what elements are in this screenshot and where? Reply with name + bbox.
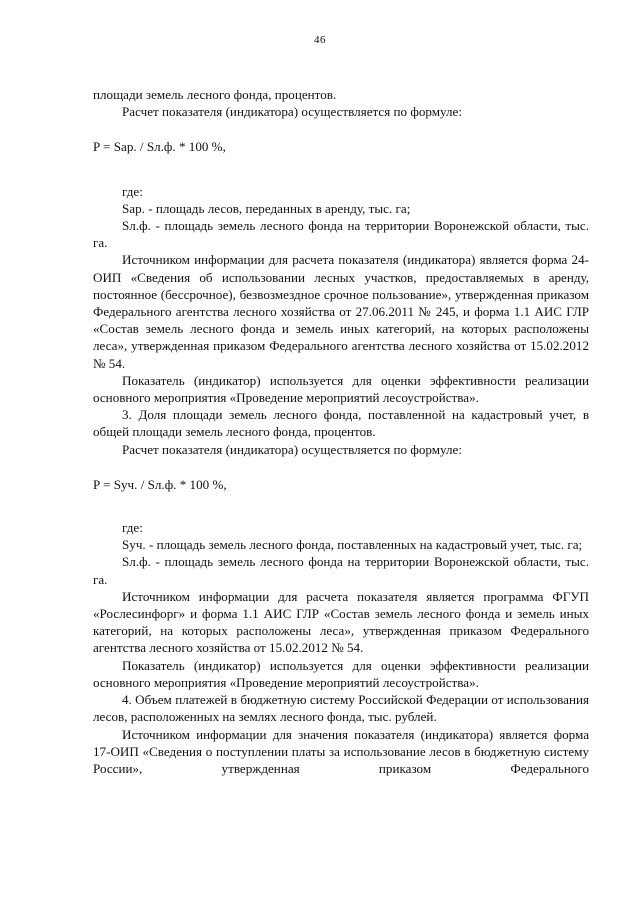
paragraph-where-2: где: <box>122 520 143 536</box>
definition-s-lf-2: Sл.ф. - площадь земель лесного фонда на территории Воронежской области, тыс. га. <box>93 554 589 587</box>
paragraph-indicator-usage-2: Показатель (индикатор) используется для оценки эффективности реализации основного мероприятия «Проведение мероприятий лесоустройства». <box>93 657 589 690</box>
formula-cadastre-share: P = Sуч. / Sл.ф. * 100 %, <box>93 476 227 492</box>
paragraph-info-source: Источником информации для расчета показателя (индикатора) является форма 24-ОИП «Сведения об использовании лесных участков, предоставляемых в аренду, постоянное (бессрочное), безвозмездное срочное пользование», утвержденная приказом Федерального агентства лесного хозяйства от 27.06.2011 № 245, и форма 1.1 АИС ГЛР «Состав земель лесного фонда и земель иных категорий, на которых расположены леса», утвержденная приказом Федерального агентства лесного хозяйства от 15.02.2012 № 54. <box>93 252 589 371</box>
definition-s-uch: Sуч. - площадь земель лесного фонда, поставленных на кадастровый учет, тыс. га; <box>122 537 583 553</box>
paragraph-continuation: площади земель лесного фонда, процентов. <box>93 87 337 102</box>
paragraph-formula-intro-2: Расчет показателя (индикатора) осуществляется по формуле: <box>122 441 462 457</box>
definition-s-ar: Sар. - площадь лесов, переданных в аренду, тыс. га; <box>122 200 411 216</box>
paragraph-where: где: <box>122 183 143 199</box>
document-body <box>93 86 589 777</box>
paragraph-indicator-usage: Показатель (индикатор) используется для оценки эффективности реализации основного мероприятия «Проведение мероприятий лесоустройства». <box>93 372 589 406</box>
formula-lease-share: P = Sар. / Sл.ф. * 100 %, <box>93 139 226 155</box>
paragraph-formula-intro: Расчет показателя (индикатора) осуществляется по формуле: <box>122 104 462 120</box>
heading-item-4: 4. Объем платежей в бюджетную систему Российской Федерации от использования лесов, расположенных на землях лесного фонда, тыс. рублей. <box>93 692 589 725</box>
paragraph-info-source-2: Источником информации для расчета показателя является программа ФГУП «Рослесинфорг» и форма 1.1 АИС ГЛР «Состав земель лесного фонда и земель иных категорий, на которых расположены леса», утвержденная приказом Федерального агентства лесного хозяйства от 15.02.2012 № 54. <box>93 588 589 656</box>
paragraph-info-source-3: Источником информации для значения показателя (индикатора) является форма 17-ОИП «Сведения о поступлении платы за использование лесов в бюджетную систему России», утвержденная приказом Федерального <box>93 726 589 776</box>
definition-s-lf: Sл.ф. - площадь земель лесного фонда на территории Воронежской области, тыс. га. <box>93 218 589 251</box>
heading-item-3: 3. Доля площади земель лесного фонда, поставленной на кадастровый учет, в общей площади земель лесного фонда, процентов. <box>93 407 589 440</box>
page-number: 46 <box>314 34 326 46</box>
